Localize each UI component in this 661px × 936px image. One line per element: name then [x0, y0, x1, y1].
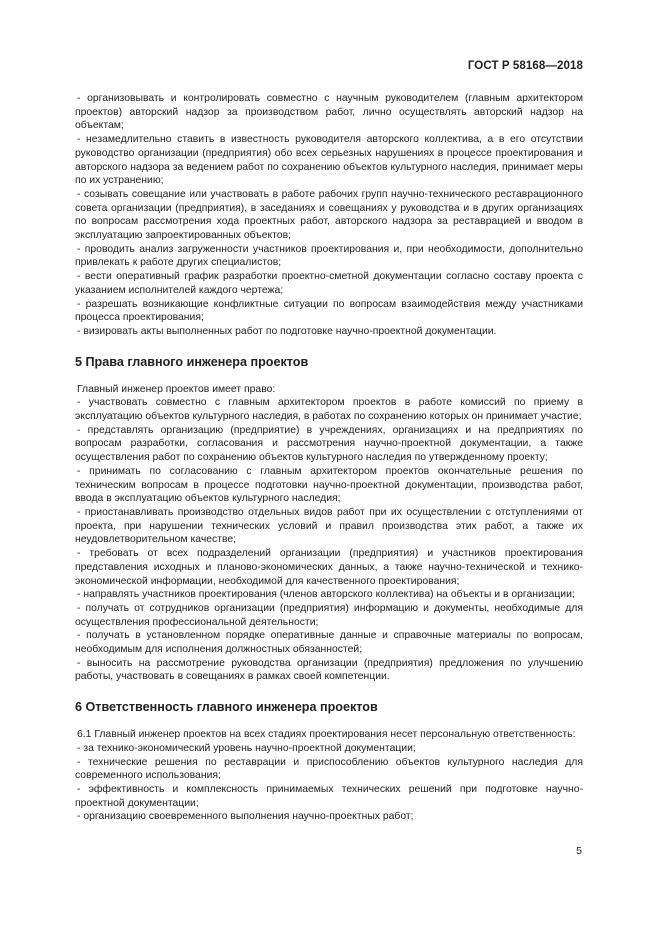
list-item: - эффективность и комплексность принимаемых технических решений при подготовке научно-проектной документации;: [75, 783, 583, 809]
list-item: - приостанавливать производство отдельных видов работ при их осуществлении с отступлениями от проекта, при нарушении технических условий и правил производства этих работ, а также их неудовлетворительном качестве;: [75, 506, 583, 546]
section-6-heading: 6 Ответственность главного инженера проектов: [75, 700, 378, 715]
list-item: - выносить на рассмотрение руководства организации (предприятия) предложения по улучшению работы, участвовать в совещаниях в рамках своей компетенции.: [75, 657, 583, 683]
list-item: - требовать от всех подразделений организации (предприятия) и участников проектирования представления исходных и планово-экономических данных, а также научно-технической и технико-экономической информации, необходимой для качественного проектирования;: [75, 548, 583, 587]
list-item: - вести оперативный график разработки проектно-сметной документации согласно составу проекта с указанием исполнителей каждого чертежа;: [75, 271, 583, 296]
responsibility-list: [75, 728, 583, 824]
page-number: 5: [576, 845, 582, 857]
list-item: - представлять организацию (предприятие) в учреждениях, организациях и на предприятиях по вопросам разработки, согласования и рассмотрения научно-проектной документации, а также осуществления работ по сохранению объектов культурного наследия по утвержденному проекту;: [75, 424, 583, 464]
list-item: - получать в установленном порядке оперативные данные и справочные материалы по вопросам, необходимым для исполнения должностных обязанностей;: [75, 630, 583, 656]
duties-list: [75, 92, 583, 339]
page-content: [75, 92, 583, 824]
list-item: - технические решения по реставрации и приспособлению объектов культурного наследия для современного использования;: [75, 756, 583, 782]
list-item: 6.1 Главный инженер проектов на всех стадиях проектирования несет персональную ответственность:: [77, 729, 576, 741]
list-item: - направлять участников проектирования (членов авторского коллектива) на объекты и в организации;: [77, 589, 575, 601]
list-item: Главный инженер проектов имеет право:: [77, 383, 276, 395]
list-item: - получать от сотрудников организации (предприятия) информацию и документы, необходимые для осуществления профессиональной деятельности;: [75, 602, 583, 628]
list-item: - разрешать возникающие конфликтные ситуации по вопросам взаимодействия между участниками процесса проектирования;: [75, 298, 583, 324]
list-item: - организацию своевременного выполнения научно-проектных работ;: [77, 811, 414, 823]
section-5-heading: 5 Права главного инженера проектов: [75, 354, 309, 369]
list-item: - визировать акты выполненных работ по подготовке научно-проектной документации.: [77, 325, 497, 337]
standard-code: ГОСТ Р 58168—2018: [467, 60, 583, 72]
list-item: - созывать совещание или участвовать в работе рабочих групп научно-технического реставрационного совета организации (предприятия), в заседаниях и совещаниях у руководства и в других организациях по вопросам рассмотрения хода проектных работ, авторского надзора за реставрацией и вводом в эксплуатацию запроектированных объектов;: [75, 188, 583, 242]
list-item: - незамедлительно ставить в известность руководителя авторского коллектива, а в его отсутствии руководство организации (предприятия) обо всех серьезных нарушениях в процессе проектирования и авторского надзора за ведением работ по сохранению объектов культурного наследия, принимает меры по их устранению;: [75, 134, 583, 187]
list-item: - принимать по согласованию с главным архитектором проектов окончательные решения по техническим вопросам в процессе подготовки научно-проектной документации, производства работ, ввода в эксплуатацию объектов культурного наследия;: [75, 465, 583, 505]
list-item: - участвовать совместно с главным архитектором проектов в работе комиссий по приему в эксплуатацию объектов культурного наследия, в работах по сохранению которых он принимает участие;: [75, 397, 583, 423]
list-item: - проводить анализ загруженности участников проектирования и, при необходимости, дополнительно привлекать к работе других специалистов;: [75, 243, 583, 269]
list-item: - за технико-экономический уровень научно-проектной документации;: [77, 742, 416, 754]
rights-list: [75, 383, 583, 684]
list-item: - организовывать и контролировать совместно с научным руководителем (главным архитектором проектов) авторский надзор за производством работ, лично осуществлять авторский надзор на объектам;: [75, 93, 583, 132]
